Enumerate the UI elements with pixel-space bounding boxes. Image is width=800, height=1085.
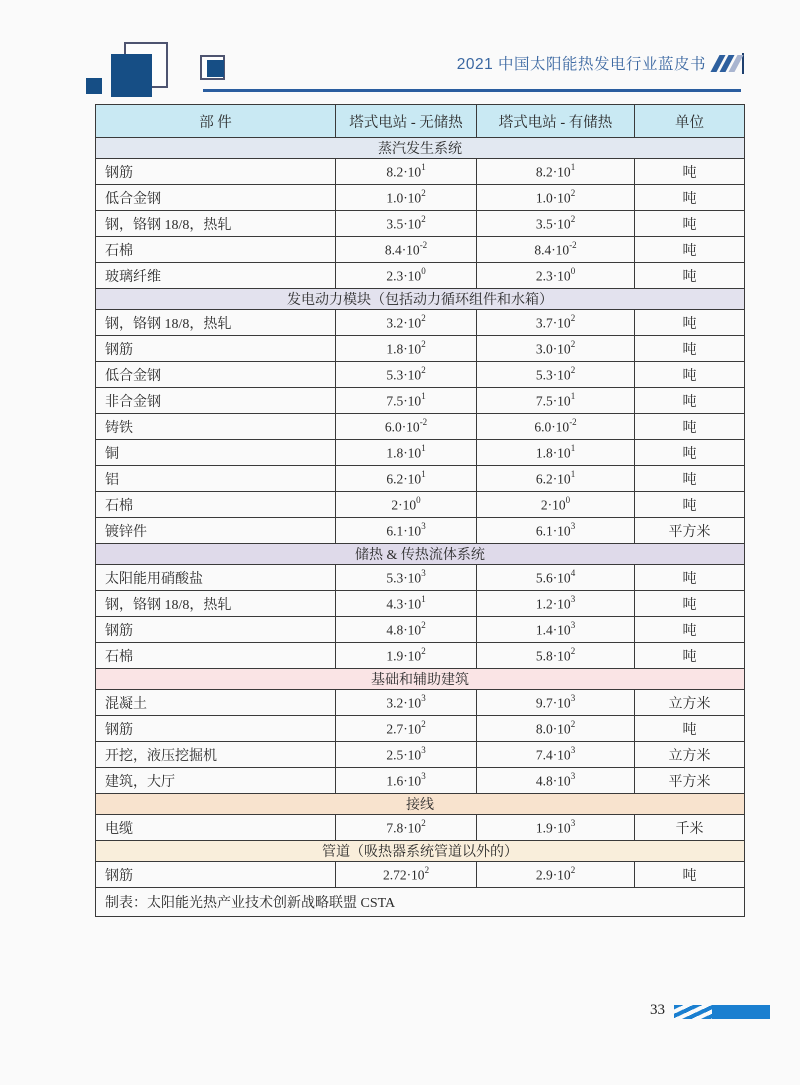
table-row [96,815,745,841]
unit-cell: 吨 [635,310,745,336]
value-cell-with-storage: $8.0\cdot 10^2$ [477,716,635,742]
value-cell-no-storage: $3.2\cdot 10^3$ [336,690,477,716]
column-header-no-storage: 塔式电站 - 无储热 [336,105,477,138]
value-cell-no-storage: $3.2\cdot 10^2$ [336,310,477,336]
unit-cell: 吨 [635,336,745,362]
table-row [96,211,745,237]
table-row [96,466,745,492]
value-cell-no-storage: $1.0\cdot 10^2$ [336,185,477,211]
value-cell-no-storage: $6.2\cdot 10^1$ [336,466,477,492]
component-cell: 低合金钢 [96,185,336,211]
component-cell: 石棉 [96,237,336,263]
value-cell-no-storage: $1.9\cdot 10^2$ [336,643,477,669]
value-cell-no-storage: $1.8\cdot 10^2$ [336,336,477,362]
table-row [96,591,745,617]
value-cell-no-storage: $1.8\cdot 10^1$ [336,440,477,466]
table-row [96,362,745,388]
component-cell: 低合金钢 [96,362,336,388]
unit-cell: 吨 [635,862,745,888]
component-cell: 镀锌件 [96,518,336,544]
component-cell: 铝 [96,466,336,492]
value-cell-no-storage: $6.1\cdot 10^3$ [336,518,477,544]
unit-cell: 吨 [635,388,745,414]
value-cell-no-storage: $2\cdot 10^0$ [336,492,477,518]
table-body [96,138,745,917]
unit-cell: 吨 [635,617,745,643]
component-cell: 钢筋 [96,716,336,742]
unit-cell: 吨 [635,237,745,263]
component-cell: 铸铁 [96,414,336,440]
unit-cell: 吨 [635,185,745,211]
unit-cell: 吨 [635,643,745,669]
component-cell: 建筑，大厅 [96,768,336,794]
table-row [96,310,745,336]
value-cell-with-storage: $2\cdot 10^0$ [477,492,635,518]
page-bar-solid [712,1005,770,1019]
component-cell: 钢筋 [96,617,336,643]
value-cell-with-storage: $6.1\cdot 10^3$ [477,518,635,544]
table-row [96,440,745,466]
value-cell-with-storage: $5.6\cdot 10^4$ [477,565,635,591]
value-cell-no-storage: $4.3\cdot 10^1$ [336,591,477,617]
column-header-with-storage: 塔式电站 - 有储热 [477,105,635,138]
section-title: 管道（吸热器系统管道以外的） [96,841,745,862]
unit-cell: 吨 [635,591,745,617]
value-cell-with-storage: $7.5\cdot 10^1$ [477,388,635,414]
component-cell: 非合金钢 [96,388,336,414]
component-cell: 钢筋 [96,159,336,185]
slashes-icon [715,53,744,73]
section-title: 基础和辅助建筑 [96,669,745,690]
value-cell-no-storage: $5.3\cdot 10^3$ [336,565,477,591]
component-cell: 钢，铬钢 18/8，热轧 [96,310,336,336]
table-header-row [96,105,745,138]
value-cell-with-storage: $3.7\cdot 10^2$ [477,310,635,336]
value-cell-with-storage: $1.2\cdot 10^3$ [477,591,635,617]
value-cell-with-storage: $2.3\cdot 10^0$ [477,263,635,289]
unit-cell: 吨 [635,565,745,591]
unit-cell: 平方米 [635,518,745,544]
section-title: 蒸汽发生系统 [96,138,745,159]
section-title: 发电动力模块（包括动力循环组件和水箱） [96,289,745,310]
table-row [96,768,745,794]
value-cell-no-storage: $2.72\cdot 10^2$ [336,862,477,888]
unit-cell: 平方米 [635,768,745,794]
section-title: 储热 & 传热流体系统 [96,544,745,565]
value-cell-with-storage: $5.3\cdot 10^2$ [477,362,635,388]
materials-table [95,104,745,917]
unit-cell: 吨 [635,362,745,388]
value-cell-no-storage: $2.3\cdot 10^0$ [336,263,477,289]
value-cell-no-storage: $1.6\cdot 10^3$ [336,768,477,794]
value-cell-no-storage: $8.2\cdot 10^1$ [336,159,477,185]
table-row [96,263,745,289]
unit-cell: 吨 [635,440,745,466]
section-header-row [96,289,745,310]
value-cell-with-storage: $1.9\cdot 10^3$ [477,815,635,841]
column-header-component: 部 件 [96,105,336,138]
component-cell: 混凝土 [96,690,336,716]
section-header-row [96,544,745,565]
value-cell-with-storage: $9.7\cdot 10^3$ [477,690,635,716]
page-header [95,52,744,74]
component-cell: 玻璃纤维 [96,263,336,289]
unit-cell: 立方米 [635,742,745,768]
value-cell-no-storage: $2.7\cdot 10^2$ [336,716,477,742]
value-cell-no-storage: $3.5\cdot 10^2$ [336,211,477,237]
column-header-unit: 单位 [635,105,745,138]
table-row [96,617,745,643]
component-cell: 钢筋 [96,336,336,362]
table-row [96,492,745,518]
component-cell: 太阳能用硝酸盐 [96,565,336,591]
table-row [96,565,745,591]
document-title: 2021 中国太阳能热发电行业蓝皮书 [456,56,706,73]
table-footer-note: 制表：太阳能光热产业技术创新战略联盟 CSTA [96,888,745,917]
unit-cell: 立方米 [635,690,745,716]
logo-square-small-left [86,78,102,94]
component-cell: 铜 [96,440,336,466]
component-cell: 电缆 [96,815,336,841]
unit-cell: 吨 [635,466,745,492]
value-cell-with-storage: $1.8\cdot 10^1$ [477,440,635,466]
table-row [96,742,745,768]
value-cell-no-storage: $2.5\cdot 10^3$ [336,742,477,768]
value-cell-with-storage: $2.9\cdot 10^2$ [477,862,635,888]
value-cell-no-storage: $8.4\cdot 10^{-2}$ [336,237,477,263]
table-row [96,414,745,440]
page-bar-icon [674,1005,770,1019]
unit-cell: 千米 [635,815,745,841]
value-cell-no-storage: $7.8\cdot 10^2$ [336,815,477,841]
unit-cell: 吨 [635,211,745,237]
table-row [96,388,745,414]
value-cell-with-storage: $6.0\cdot 10^{-2}$ [477,414,635,440]
value-cell-with-storage: $5.8\cdot 10^2$ [477,643,635,669]
section-header-row [96,841,745,862]
section-header-row [96,138,745,159]
section-title: 接线 [96,794,745,815]
value-cell-with-storage: $3.5\cdot 10^2$ [477,211,635,237]
component-cell: 钢，铬钢 18/8，热轧 [96,211,336,237]
component-cell: 钢，铬钢 18/8，热轧 [96,591,336,617]
unit-cell: 吨 [635,414,745,440]
value-cell-with-storage: $4.8\cdot 10^3$ [477,768,635,794]
section-header-row [96,669,745,690]
value-cell-with-storage: $8.4\cdot 10^{-2}$ [477,237,635,263]
table-row [96,237,745,263]
component-cell: 石棉 [96,492,336,518]
table-row [96,643,745,669]
table-row [96,518,745,544]
component-cell: 开挖，液压挖掘机 [96,742,336,768]
section-header-row [96,794,745,815]
component-cell: 石棉 [96,643,336,669]
table-row [96,185,745,211]
table-row [96,336,745,362]
header-rule [203,89,741,92]
value-cell-no-storage: $4.8\cdot 10^2$ [336,617,477,643]
page-bar-stripes [674,1005,712,1019]
table-row [96,862,745,888]
table-footer-note-row [96,888,745,917]
value-cell-with-storage: $8.2\cdot 10^1$ [477,159,635,185]
value-cell-with-storage: $6.2\cdot 10^1$ [477,466,635,492]
value-cell-no-storage: $6.0\cdot 10^{-2}$ [336,414,477,440]
value-cell-with-storage: $7.4\cdot 10^3$ [477,742,635,768]
page-number: 33 [650,1002,665,1018]
value-cell-with-storage: $1.0\cdot 10^2$ [477,185,635,211]
unit-cell: 吨 [635,159,745,185]
unit-cell: 吨 [635,716,745,742]
unit-cell: 吨 [635,492,745,518]
value-cell-with-storage: $1.4\cdot 10^3$ [477,617,635,643]
value-cell-no-storage: $7.5\cdot 10^1$ [336,388,477,414]
value-cell-with-storage: $3.0\cdot 10^2$ [477,336,635,362]
component-cell: 钢筋 [96,862,336,888]
table-row [96,716,745,742]
table-row [96,159,745,185]
value-cell-no-storage: $5.3\cdot 10^2$ [336,362,477,388]
unit-cell: 吨 [635,263,745,289]
table-row [96,690,745,716]
